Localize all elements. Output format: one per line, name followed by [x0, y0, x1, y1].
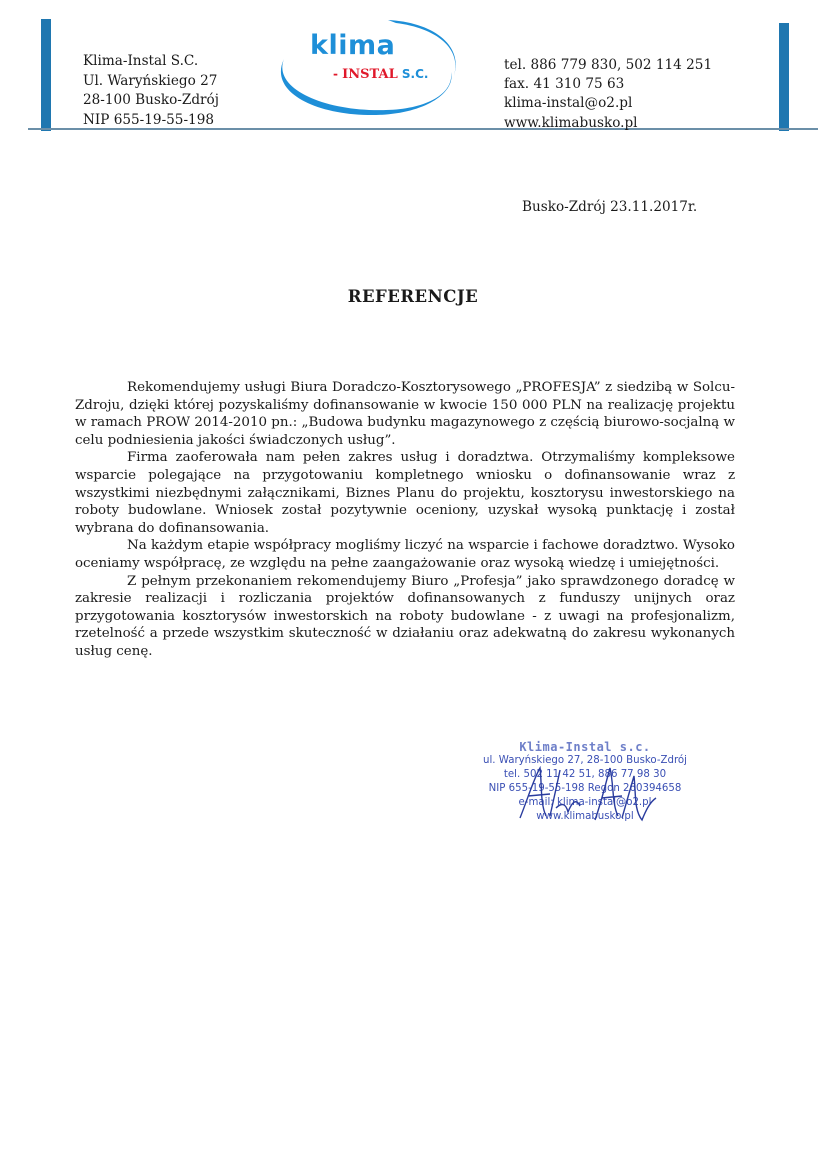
stamp-company-name: Klima-Instal s.c. [519, 740, 651, 754]
company-email: klima-instal@o2.pl [504, 95, 633, 112]
body-paragraph: Z pełnym przekonaniem rekomendujemy Biuro „Profesja” jako sprawdzonego doradcę w zakresie realizacji i rozliczania projektów dofinansowanych z funduszy unijnych oraz przygotowania kosztorysów inwestorskich na roboty budowlane - z uwagi na profesjonalizm, rzetelność a przede wszystkim skuteczność w działaniu oraz adekwatną do zakresu wykonanych usług cenę. [75, 573, 735, 659]
logo-word-klima: klima [310, 30, 396, 61]
company-street: Ul. Waryńskiego 27 [83, 72, 218, 89]
company-address-block [83, 52, 219, 130]
letterhead-accent-bar-right [779, 23, 789, 131]
company-name: Klima-Instal S.C. [83, 53, 199, 69]
letterhead-accent-bar-left [41, 19, 51, 131]
logo-subtitle [333, 67, 428, 82]
letter-date: Busko-Zdrój 23.11.2017r. [522, 199, 698, 215]
company-website: www.klimabusko.pl [504, 114, 638, 131]
stamp-website: www.klimabusko.pl [536, 811, 634, 822]
body-paragraph: Rekomendujemy usługi Biura Doradczo-Kosztorysowego „PROFESJA” z siedzibą w Solcu-Zdroju, dzięki której pozyskaliśmy dofinansowanie w kwocie 150 000 PLN na realizację projektu w ramach PROW 2014-2010 pn.: „Budowa budynku magazynowego z częścią biurowo-socjalną w celu podniesienia jakości świadczonych usług”. [75, 380, 735, 448]
stamp-phone: tel. 502 11 42 51, 886 77 98 30 [503, 769, 667, 780]
company-nip: NIP 655-19-55-198 [83, 111, 214, 128]
company-contact-block [504, 56, 712, 133]
letter-title: REFERENCJE [347, 287, 479, 306]
logo-dash: - [333, 67, 343, 81]
company-fax: fax. 41 310 75 63 [504, 76, 625, 93]
logo-word-sc: S.C. [397, 67, 429, 81]
stamp-nip-regon: NIP 655-19-55-198 Regon 260394658 [488, 783, 682, 794]
body-paragraph: Firma zaoferowała nam pełen zakres usług i doradztwa. Otrzymaliśmy kompleksowe wsparcie polegające na przygotowaniu kompletnego wniosku o dofinansowanie wraz z wszystkimi niezbędnymi załącznikami, Biznes Planu do projektu, kosztorysu inwestorskiego na roboty budowlane. Wniosek został pozytywnie oceniony, uzyskał wysoką punktację i został wybrana do dofinansowania. [75, 450, 735, 536]
company-logo [266, 14, 466, 124]
body-paragraph: Na każdym etapie współpracy mogliśmy liczyć na wsparcie i fachowe doradztwo. Wysoko oceniamy współpracę, ze względu na pełne zaangażowanie oraz wysoką wiedzę i umiejętności. [75, 538, 735, 571]
stamp-address: ul. Waryńskiego 27, 28-100 Busko-Zdrój [483, 755, 687, 766]
handwritten-signature-icon [510, 758, 660, 833]
logo-word-instal: INSTAL [342, 67, 398, 82]
stamp-email: e-mail: klima-instal@o2.pl [518, 797, 652, 808]
company-phone: tel. 886 779 830, 502 114 251 [504, 57, 713, 73]
company-city: 28-100 Busko-Zdrój [83, 92, 219, 108]
letter-body [75, 379, 735, 661]
